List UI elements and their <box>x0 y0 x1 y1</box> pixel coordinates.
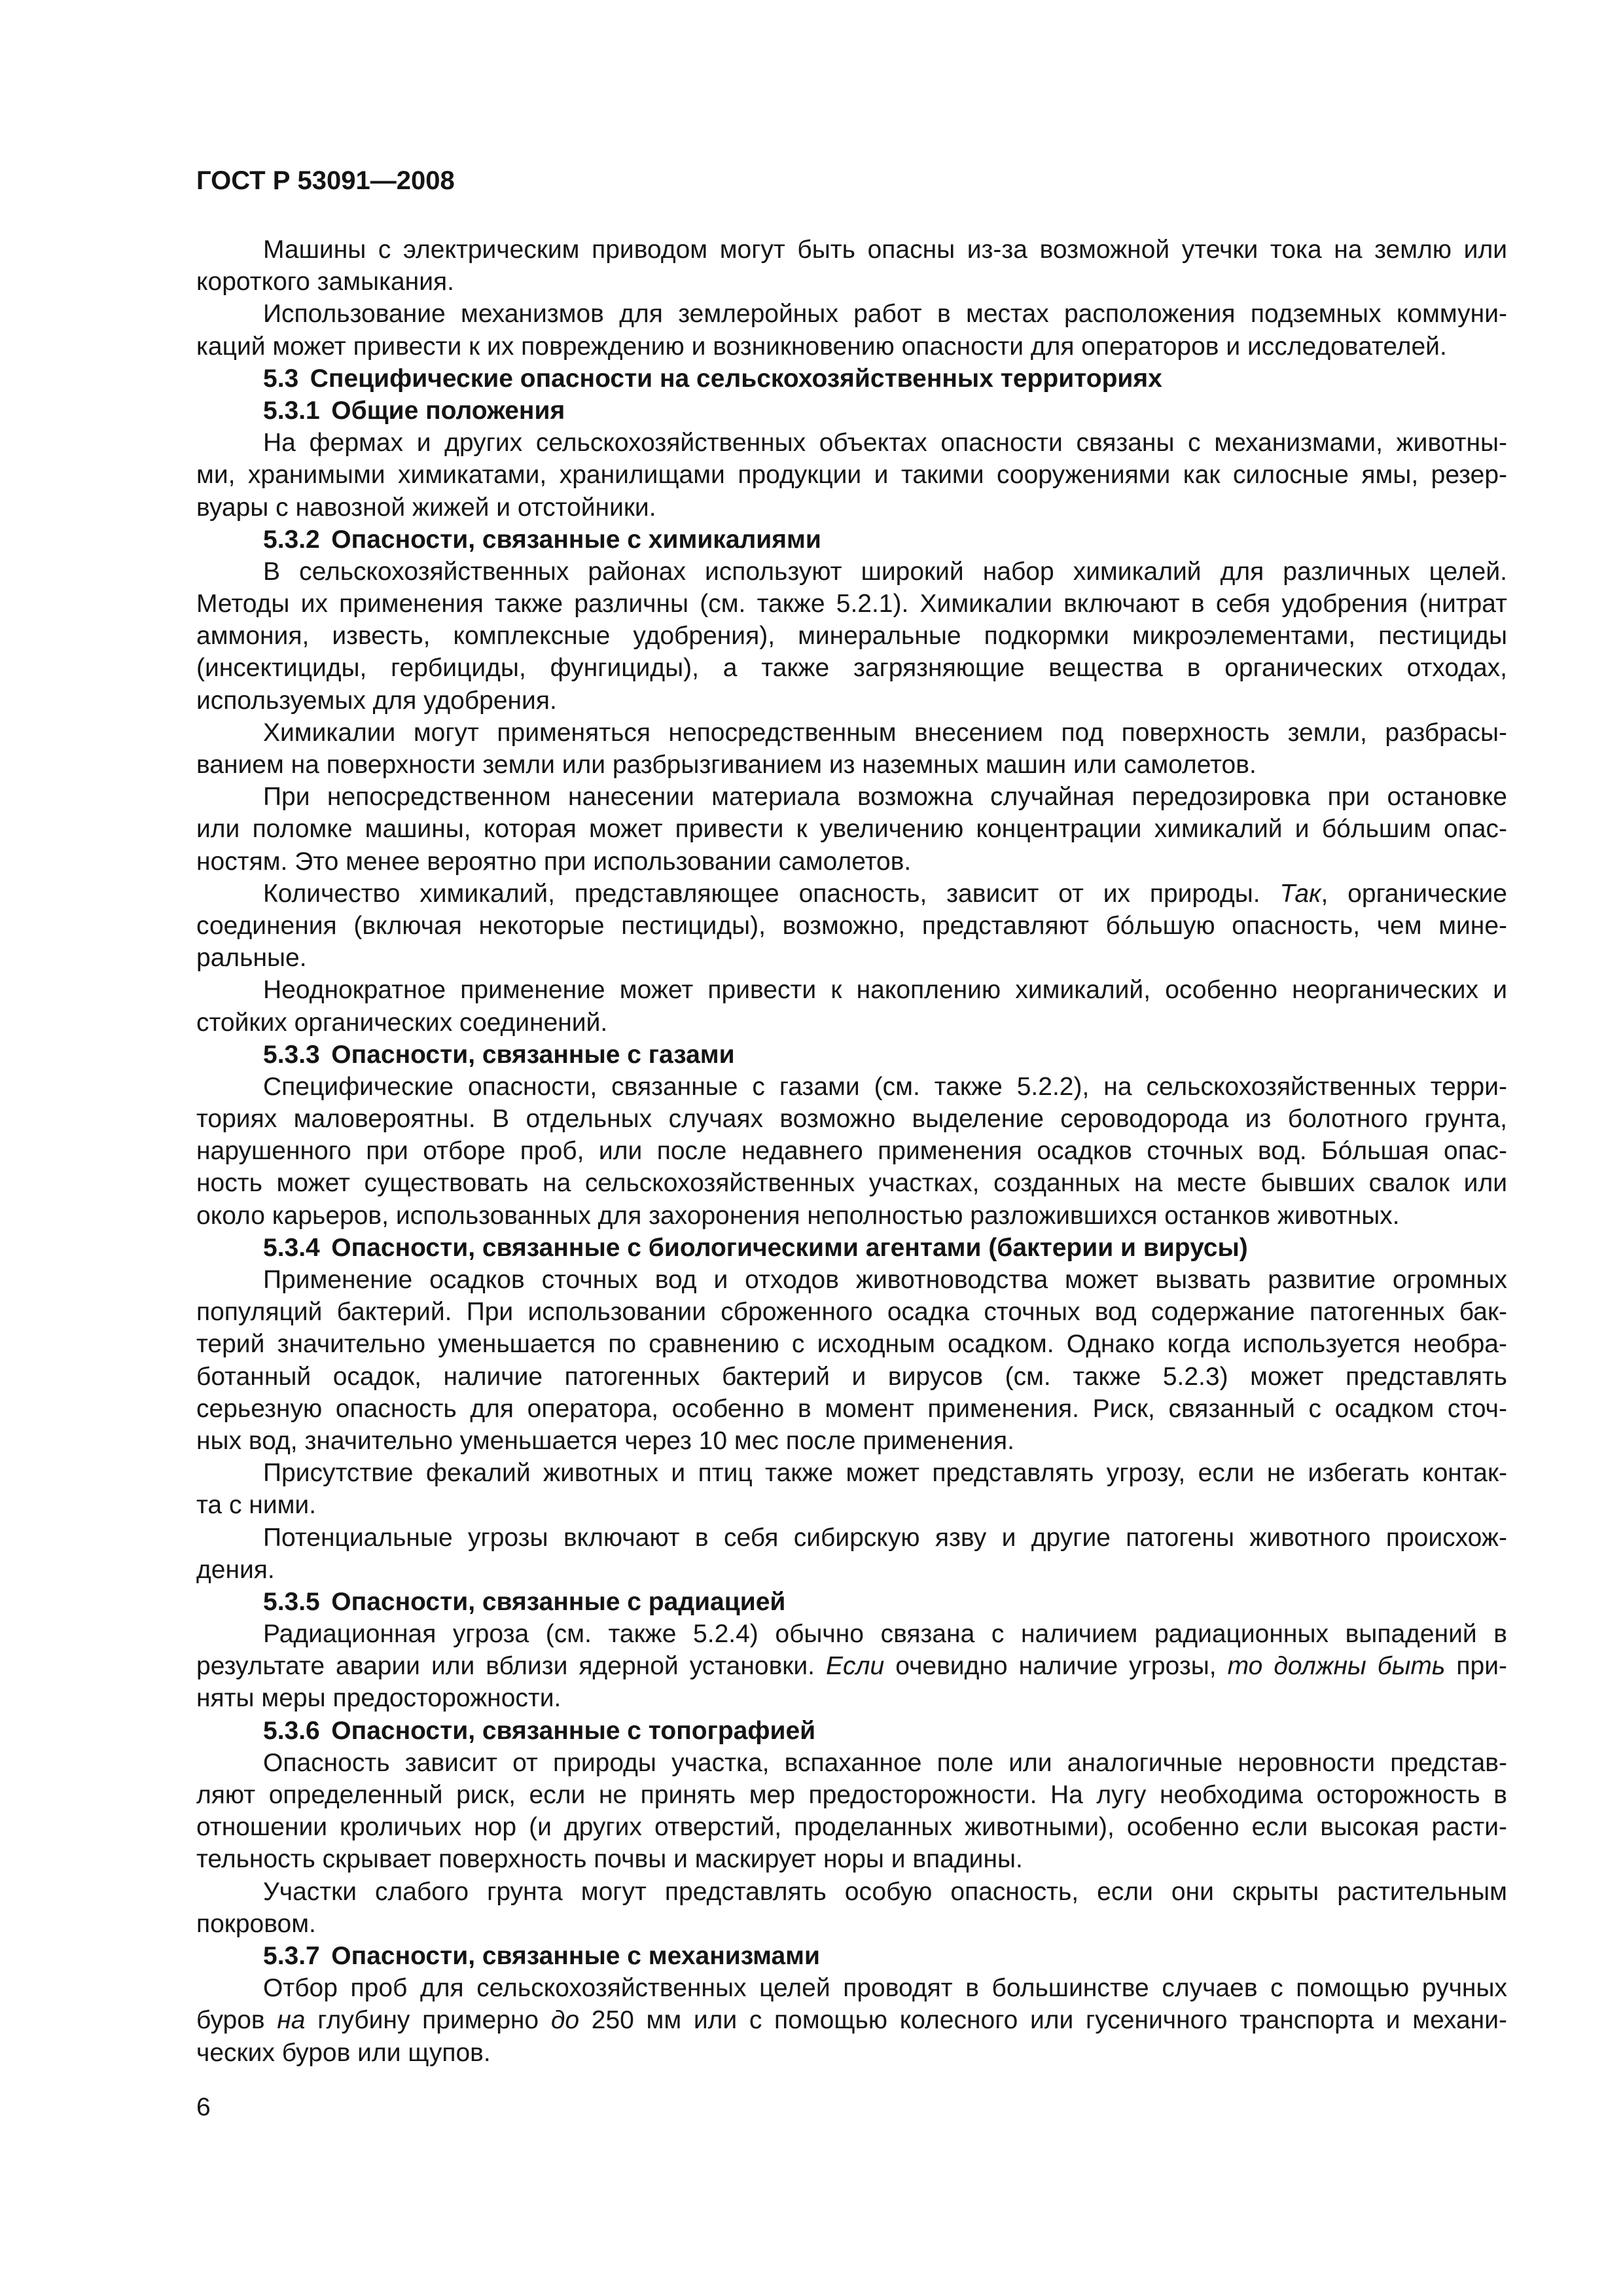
paragraph <box>196 427 1507 524</box>
paragraph-line: ми, хранимыми химикатами, хранилищами продукции и такими сооружениями как силосные ямы, резер- <box>196 461 1507 490</box>
section-heading <box>196 1586 1507 1618</box>
paragraph <box>196 878 1507 975</box>
paragraph-line: отношении кроличьих нор (и других отверстий, проделанных животными), особенно если высокая расти- <box>196 1813 1507 1842</box>
paragraph-line: тельность скрывает поверхность почвы и маскирует норы и впадины. <box>196 1845 1023 1874</box>
paragraph-line: терий значительно уменьшается по сравнению с исходным осадком. Однако когда используется необра- <box>196 1330 1507 1359</box>
section-heading <box>196 1940 1507 1972</box>
section-heading <box>196 363 1507 395</box>
section-number: 5.3.1 <box>263 396 320 425</box>
paragraph-line: ностям. Это менее вероятно при использовании самолетов. <box>196 847 912 876</box>
text-segment: глубину примерно <box>305 2006 551 2035</box>
paragraph-line: ботанный осадок, наличие патогенных бактерий и вирусов (см. также 5.2.3) может представлять <box>196 1362 1507 1391</box>
paragraph-line: вуары с навозной жижей и отстойники. <box>196 493 656 522</box>
paragraph-line: популяций бактерий. При использовании сброженного осадка сточных вод содержание патогенных бак- <box>196 1298 1507 1327</box>
paragraph-line: покровом. <box>196 1909 316 1938</box>
text-segment: буров <box>196 2006 277 2035</box>
paragraph <box>196 1876 1507 1940</box>
text-segment: 250 мм или с помощью колесного или гусеничного транспорта и механи- <box>579 2006 1507 2035</box>
text-segment: очевидно наличие угрозы, <box>884 1652 1228 1681</box>
section-title: Опасности, связанные с газами <box>331 1040 735 1069</box>
text-segment: , органические <box>1321 879 1507 908</box>
paragraph-line: Радиационная угроза (см. также 5.2.4) обычно связана с наличием радиационных выпадений в <box>263 1620 1507 1649</box>
paragraph <box>196 1618 1507 1715</box>
paragraph-line: Опасность зависит от природы участка, вспаханное поле или аналогичные неровности представ- <box>263 1748 1507 1777</box>
emphasis-text: на <box>277 2006 306 2035</box>
section-heading <box>196 1715 1507 1747</box>
paragraph-line: Использование механизмов для землеройных работ в местах расположения подземных коммуни- <box>263 300 1507 329</box>
emphasis-text: Так <box>1279 879 1321 908</box>
paragraph-line <box>196 2004 1507 2036</box>
text-segment: Количество химикалий, представляющее опасность, зависит от их природы. <box>263 879 1280 908</box>
text-segment: результате аварии или вблизи ядерной установки. <box>196 1652 827 1681</box>
document-code-header: ГОСТ Р 53091—2008 <box>196 166 455 195</box>
section-title: Опасности, связанные с радиацией <box>331 1587 786 1616</box>
section-heading <box>196 524 1507 556</box>
paragraph-line: соединения (включая некоторые пестициды), возможно, представляют бóльшую опасность, чем мине- <box>196 911 1507 940</box>
paragraph <box>196 717 1507 781</box>
paragraph-line: В сельскохозяйственных районах используют широкий набор химикалий для различных целей. <box>263 557 1507 586</box>
paragraph-line: ных вод, значительно уменьшается через 10 мес после применения. <box>196 1426 1014 1455</box>
paragraph-line: ральные. <box>196 944 307 973</box>
section-heading <box>196 395 1507 427</box>
paragraph <box>196 781 1507 878</box>
paragraph <box>196 974 1507 1038</box>
paragraph <box>196 1071 1507 1232</box>
paragraph-line: стойких органических соединений. <box>196 1008 608 1037</box>
paragraph-line: ческих буров или щупов. <box>196 2038 491 2067</box>
section-number: 5.3.5 <box>263 1587 320 1616</box>
paragraph-line: ность может существовать на сельскохозяйственных участках, созданных на месте бывших свалок или <box>196 1169 1507 1198</box>
paragraph-line: Методы их применения также различны (см. также 5.2.1). Химикалии включают в себя удобрения (нитрат <box>196 590 1507 619</box>
paragraph <box>196 298 1507 362</box>
paragraph-line: ванием на поверхности земли или разбрызгиванием из наземных машин или самолетов. <box>196 751 1257 779</box>
paragraph <box>196 234 1507 298</box>
paragraph-line: короткого замыкания. <box>196 268 454 296</box>
paragraph-line: или поломке машины, которая может привести к увеличению концентрации химикалий и бóльшим опас- <box>196 815 1507 844</box>
section-title: Опасности, связанные с биологическими агентами (бактерии и вирусы) <box>331 1233 1248 1262</box>
paragraph-line: аммония, известь, комплексные удобрения), минеральные подкормки микроэлементами, пестициды <box>196 622 1507 651</box>
paragraph-line: используемых для удобрения. <box>196 686 557 715</box>
section-heading <box>196 1232 1507 1264</box>
section-title: Специфические опасности на сельскохозяйственных территориях <box>310 364 1162 393</box>
paragraph <box>196 1457 1507 1521</box>
text-segment: при- <box>1445 1652 1508 1681</box>
paragraph-line <box>196 878 1507 910</box>
section-number: 5.3.3 <box>263 1040 320 1069</box>
section-number: 5.3.4 <box>263 1233 320 1262</box>
paragraph-line: ляют определенный риск, если не принять мер предосторожности. На лугу необходима осторожность в <box>196 1781 1507 1809</box>
paragraph-line: Применение осадков сточных вод и отходов животноводства может вызвать развитие огромных <box>263 1266 1507 1294</box>
paragraph-line: ториях маловероятны. В отдельных случаях возможно выделение сероводорода из болотного грунта, <box>196 1105 1507 1134</box>
section-title: Опасности, связанные с химикалиями <box>331 525 821 554</box>
section-number: 5.3.6 <box>263 1716 320 1745</box>
paragraph-line: Неоднократное применение может привести к накоплению химикалий, особенно неорганических и <box>263 976 1507 1005</box>
paragraph-line: Специфические опасности, связанные с газами (см. также 5.2.2), на сельскохозяйственных терри- <box>263 1072 1507 1101</box>
paragraph-line: дения. <box>196 1555 275 1584</box>
paragraph-line: около карьеров, использованных для захоронения неполностью разложившихся останков животных. <box>196 1201 1400 1230</box>
paragraph-line: Машины с электрическим приводом могут быть опасны из-за возможной утечки тока на землю или <box>263 236 1507 264</box>
section-title: Общие положения <box>331 396 565 425</box>
paragraph-line: Присутствие фекалий животных и птиц также может представлять угрозу, если не избегать контак- <box>263 1459 1507 1488</box>
paragraph-line: нарушенного при отборе проб, или после недавнего применения осадков сточных вод. Бóльшая опас- <box>196 1137 1507 1166</box>
section-number: 5.3.2 <box>263 525 320 554</box>
paragraph <box>196 1522 1507 1586</box>
section-title: Опасности, связанные с механизмами <box>331 1941 821 1970</box>
paragraph-line: серьезную опасность для оператора, особенно в момент применения. Риск, связанный с осадком сточ- <box>196 1394 1507 1423</box>
emphasis-text: то должны быть <box>1227 1652 1446 1681</box>
paragraph <box>196 1747 1507 1876</box>
paragraph-line: (инсектициды, гербициды, фунгициды), а также загрязняющие вещества в органических отходах, <box>196 654 1507 683</box>
section-number: 5.3 <box>263 364 299 393</box>
paragraph-line <box>196 1650 1507 1682</box>
paragraph-line: При непосредственном нанесении материала возможна случайная передозировка при остановке <box>263 783 1507 812</box>
paragraph <box>196 556 1507 717</box>
document-body <box>196 234 1507 2069</box>
paragraph-line: На фермах и других сельскохозяйственных объектах опасности связаны с механизмами, животны- <box>263 429 1507 457</box>
paragraph-line: Потенциальные угрозы включают в себя сибирскую язву и другие патогены животного происхож- <box>263 1523 1507 1552</box>
paragraph-line: Химикалии могут применяться непосредственным внесением под поверхность земли, разбрасы- <box>263 718 1507 747</box>
emphasis-text: Если <box>826 1652 885 1681</box>
paragraph-line: Отбор проб для сельскохозяйственных целей проводят в большинстве случаев с помощью ручных <box>263 1974 1507 2003</box>
paragraph <box>196 1972 1507 2069</box>
paragraph-line: няты меры предосторожности. <box>196 1684 562 1713</box>
paragraph-line: каций может привести к их повреждению и возникновению опасности для операторов и исследователей. <box>196 332 1447 361</box>
paragraph-line: Участки слабого грунта могут представлять особую опасность, если они скрыты растительным <box>263 1877 1507 1906</box>
emphasis-text: до <box>550 2006 580 2035</box>
paragraph-line: та с ними. <box>196 1491 317 1520</box>
section-number: 5.3.7 <box>263 1941 320 1970</box>
paragraph <box>196 1264 1507 1457</box>
section-heading <box>196 1039 1507 1071</box>
section-title: Опасности, связанные с топографией <box>331 1716 816 1745</box>
page-number: 6 <box>196 2093 211 2121</box>
